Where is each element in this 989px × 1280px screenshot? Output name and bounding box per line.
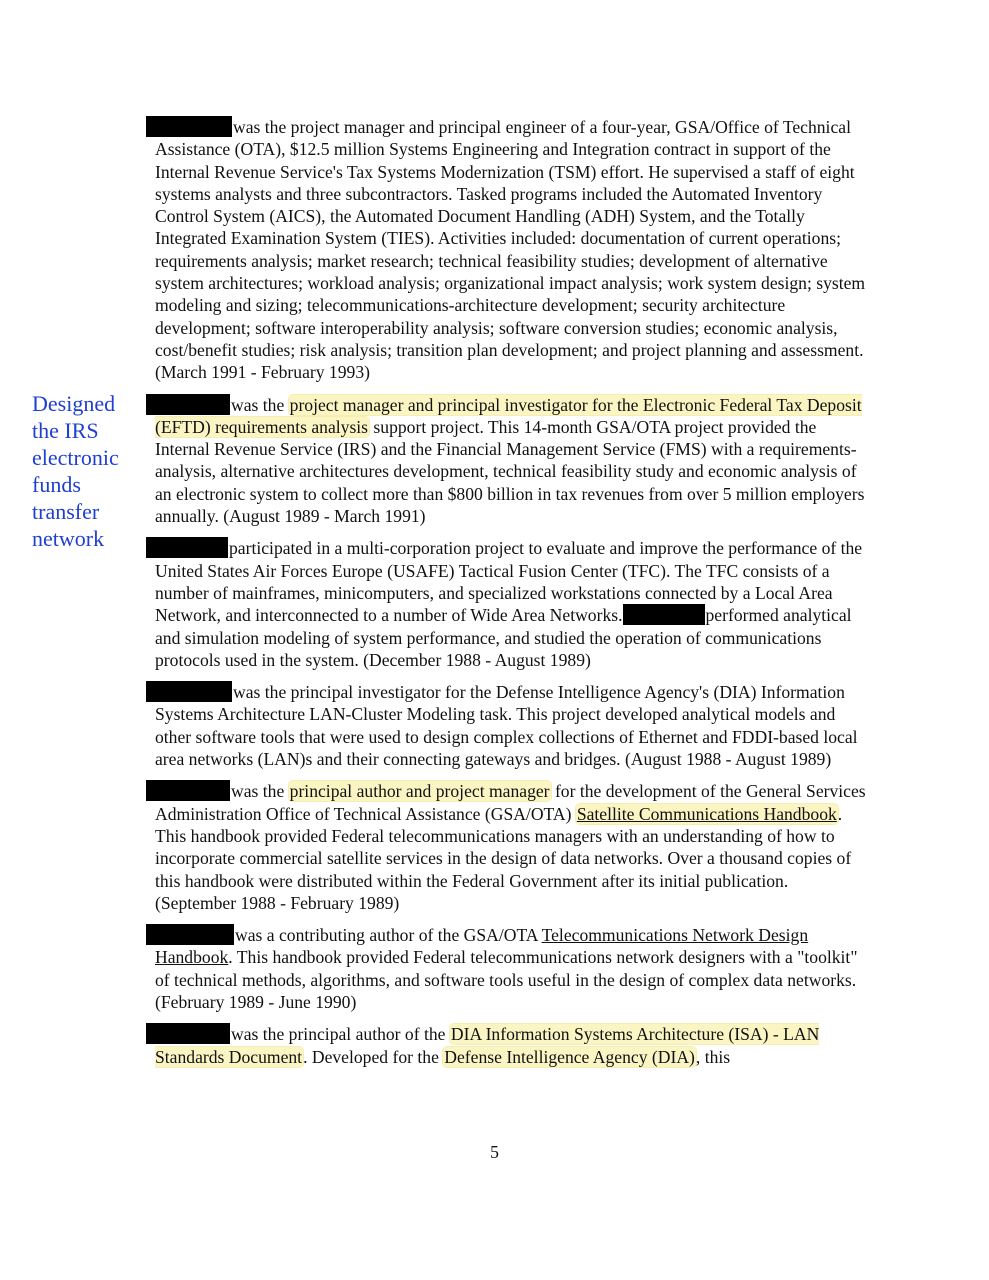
highlighted-text: principal author and project manager xyxy=(289,781,550,802)
margin-note-line: Designed xyxy=(32,391,116,416)
paragraph-text: was the xyxy=(231,394,289,415)
highlighted-title: Satellite Communications Handbook xyxy=(576,803,837,824)
paragraph-text: . Developed for the xyxy=(303,1046,444,1067)
redaction-block xyxy=(146,537,228,558)
redaction-block xyxy=(623,604,705,625)
paragraph-text: . This handbook provided Federal telecommunications managers with an understanding of how to incorporate commercial satellite services in the design of data networks. Over a thousand copies of this handbook were distributed within the Federal Government after its initial publication. (September 1988 - February 1989) xyxy=(155,803,852,913)
paragraph-text: . This handbook provided Federal telecommunications network designers with a "toolkit" of technical methods, algorithms, and software tools useful in the design of complex data networks. (February 1989 - June 1990) xyxy=(155,947,858,1012)
paragraph-text: was the principal investigator for the Defense Intelligence Agency's (DIA) Information Systems Architecture LAN-Cluster Modeling task. This project developed analytical models and other software tools that were used to design complex collections of Ethernet and FDDI-based local area networks (LAN)s and their connecting gateways and bridges. (August 1988 - August 1989) xyxy=(155,682,858,770)
paragraph-usafe xyxy=(155,537,873,671)
margin-note-line: the IRS xyxy=(32,418,99,443)
paragraph-text: participated in a multi-corporation project to evaluate and improve the performance of the United States Air Forces Europe (USAFE) Tactical Fusion Center (TFC). The TFC consists of a number of mainframes, minicomputers, and specialized workstations connected by a Local Area Network, and interconnected to a number of Wide Area Networks. xyxy=(155,538,863,626)
redaction-block xyxy=(146,394,230,415)
paragraph-eftd xyxy=(155,394,873,528)
paragraph-text: , this xyxy=(695,1046,731,1067)
paragraph-text: support project. This 14-month GSA/OTA project provided the Internal Revenue Service (IRS) and the Financial Management Service (FMS) with a requirements-analysis, alternative architectures development, technical feasibility study and economic analysis of an electronic system to collect more than $800 billion in tax revenues from over 5 million employers annually. (August 1989 - March 1991) xyxy=(155,416,865,527)
paragraph-isa xyxy=(155,1023,873,1068)
redaction-block xyxy=(146,924,234,945)
margin-note-line: funds xyxy=(32,472,81,497)
margin-note xyxy=(32,390,142,552)
paragraph-satellite xyxy=(155,780,873,914)
paragraph-network-handbook xyxy=(155,924,873,1013)
redaction-block xyxy=(146,681,232,702)
paragraph-text: performed analytical and simulation modeling of system performance, and studied the operation of communications protocols used in the system. (December 1988 - August 1989) xyxy=(155,605,852,670)
redaction-block xyxy=(146,780,230,801)
underlined-title: Telecommunications Network Design Handbook xyxy=(155,925,809,968)
redaction-block xyxy=(146,1023,230,1044)
body-text xyxy=(155,116,873,1078)
redaction-block xyxy=(146,116,232,137)
paragraph-text: was the project manager and principal engineer of a four-year, GSA/Office of Technical Assistance (OTA), $12.5 million Systems Engineering and Integration contract in support of the Internal Revenue Service's Tax Systems Modernization (TSM) effort. He supervised a staff of eight systems analysts and three subcontractors. Tasked programs included the Automated Inventory Control System (AICS), the Automated Document Handling (ADH) System, and the Totally Integrated Examination System (TIES). Activities included: documentation of current operations; requirements analysis; market research; technical feasibility studies; development of alternative system architectures; workload analysis; organizational impact analysis; work system design; system modeling and sizing; telecommunications-architecture development; security architecture development; software interoperability analysis; software conversion studies; economic analysis, cost/benefit studies; risk analysis; transition plan development; and project planning and assessment. (March 1991 - February 1993) xyxy=(155,117,866,383)
margin-note-line: electronic xyxy=(32,445,119,470)
highlighted-text: Defense Intelligence Agency (DIA) xyxy=(444,1046,695,1067)
paragraph-dia-lan xyxy=(155,681,873,770)
paragraph-text: was the xyxy=(231,781,289,802)
highlighted-text: DIA Information Systems Architecture (ISA) - LAN Standards Document xyxy=(155,1024,820,1067)
margin-note-line: transfer xyxy=(32,499,100,524)
paragraph-text: for the development of the General Services Administration Office of Technical Assistance (GSA/OTA) xyxy=(155,781,866,824)
paragraph-text: was a contributing author of the GSA/OTA xyxy=(235,925,542,946)
paragraph-tsm xyxy=(155,116,873,384)
margin-note-line: network xyxy=(32,526,105,551)
paragraph-text: was the principal author of the xyxy=(231,1024,450,1045)
highlighted-text: project manager and principal investigator for the Electronic Federal Tax Deposit (EFTD) requirements analysis xyxy=(155,394,862,437)
page-number: 5 xyxy=(490,1142,499,1162)
